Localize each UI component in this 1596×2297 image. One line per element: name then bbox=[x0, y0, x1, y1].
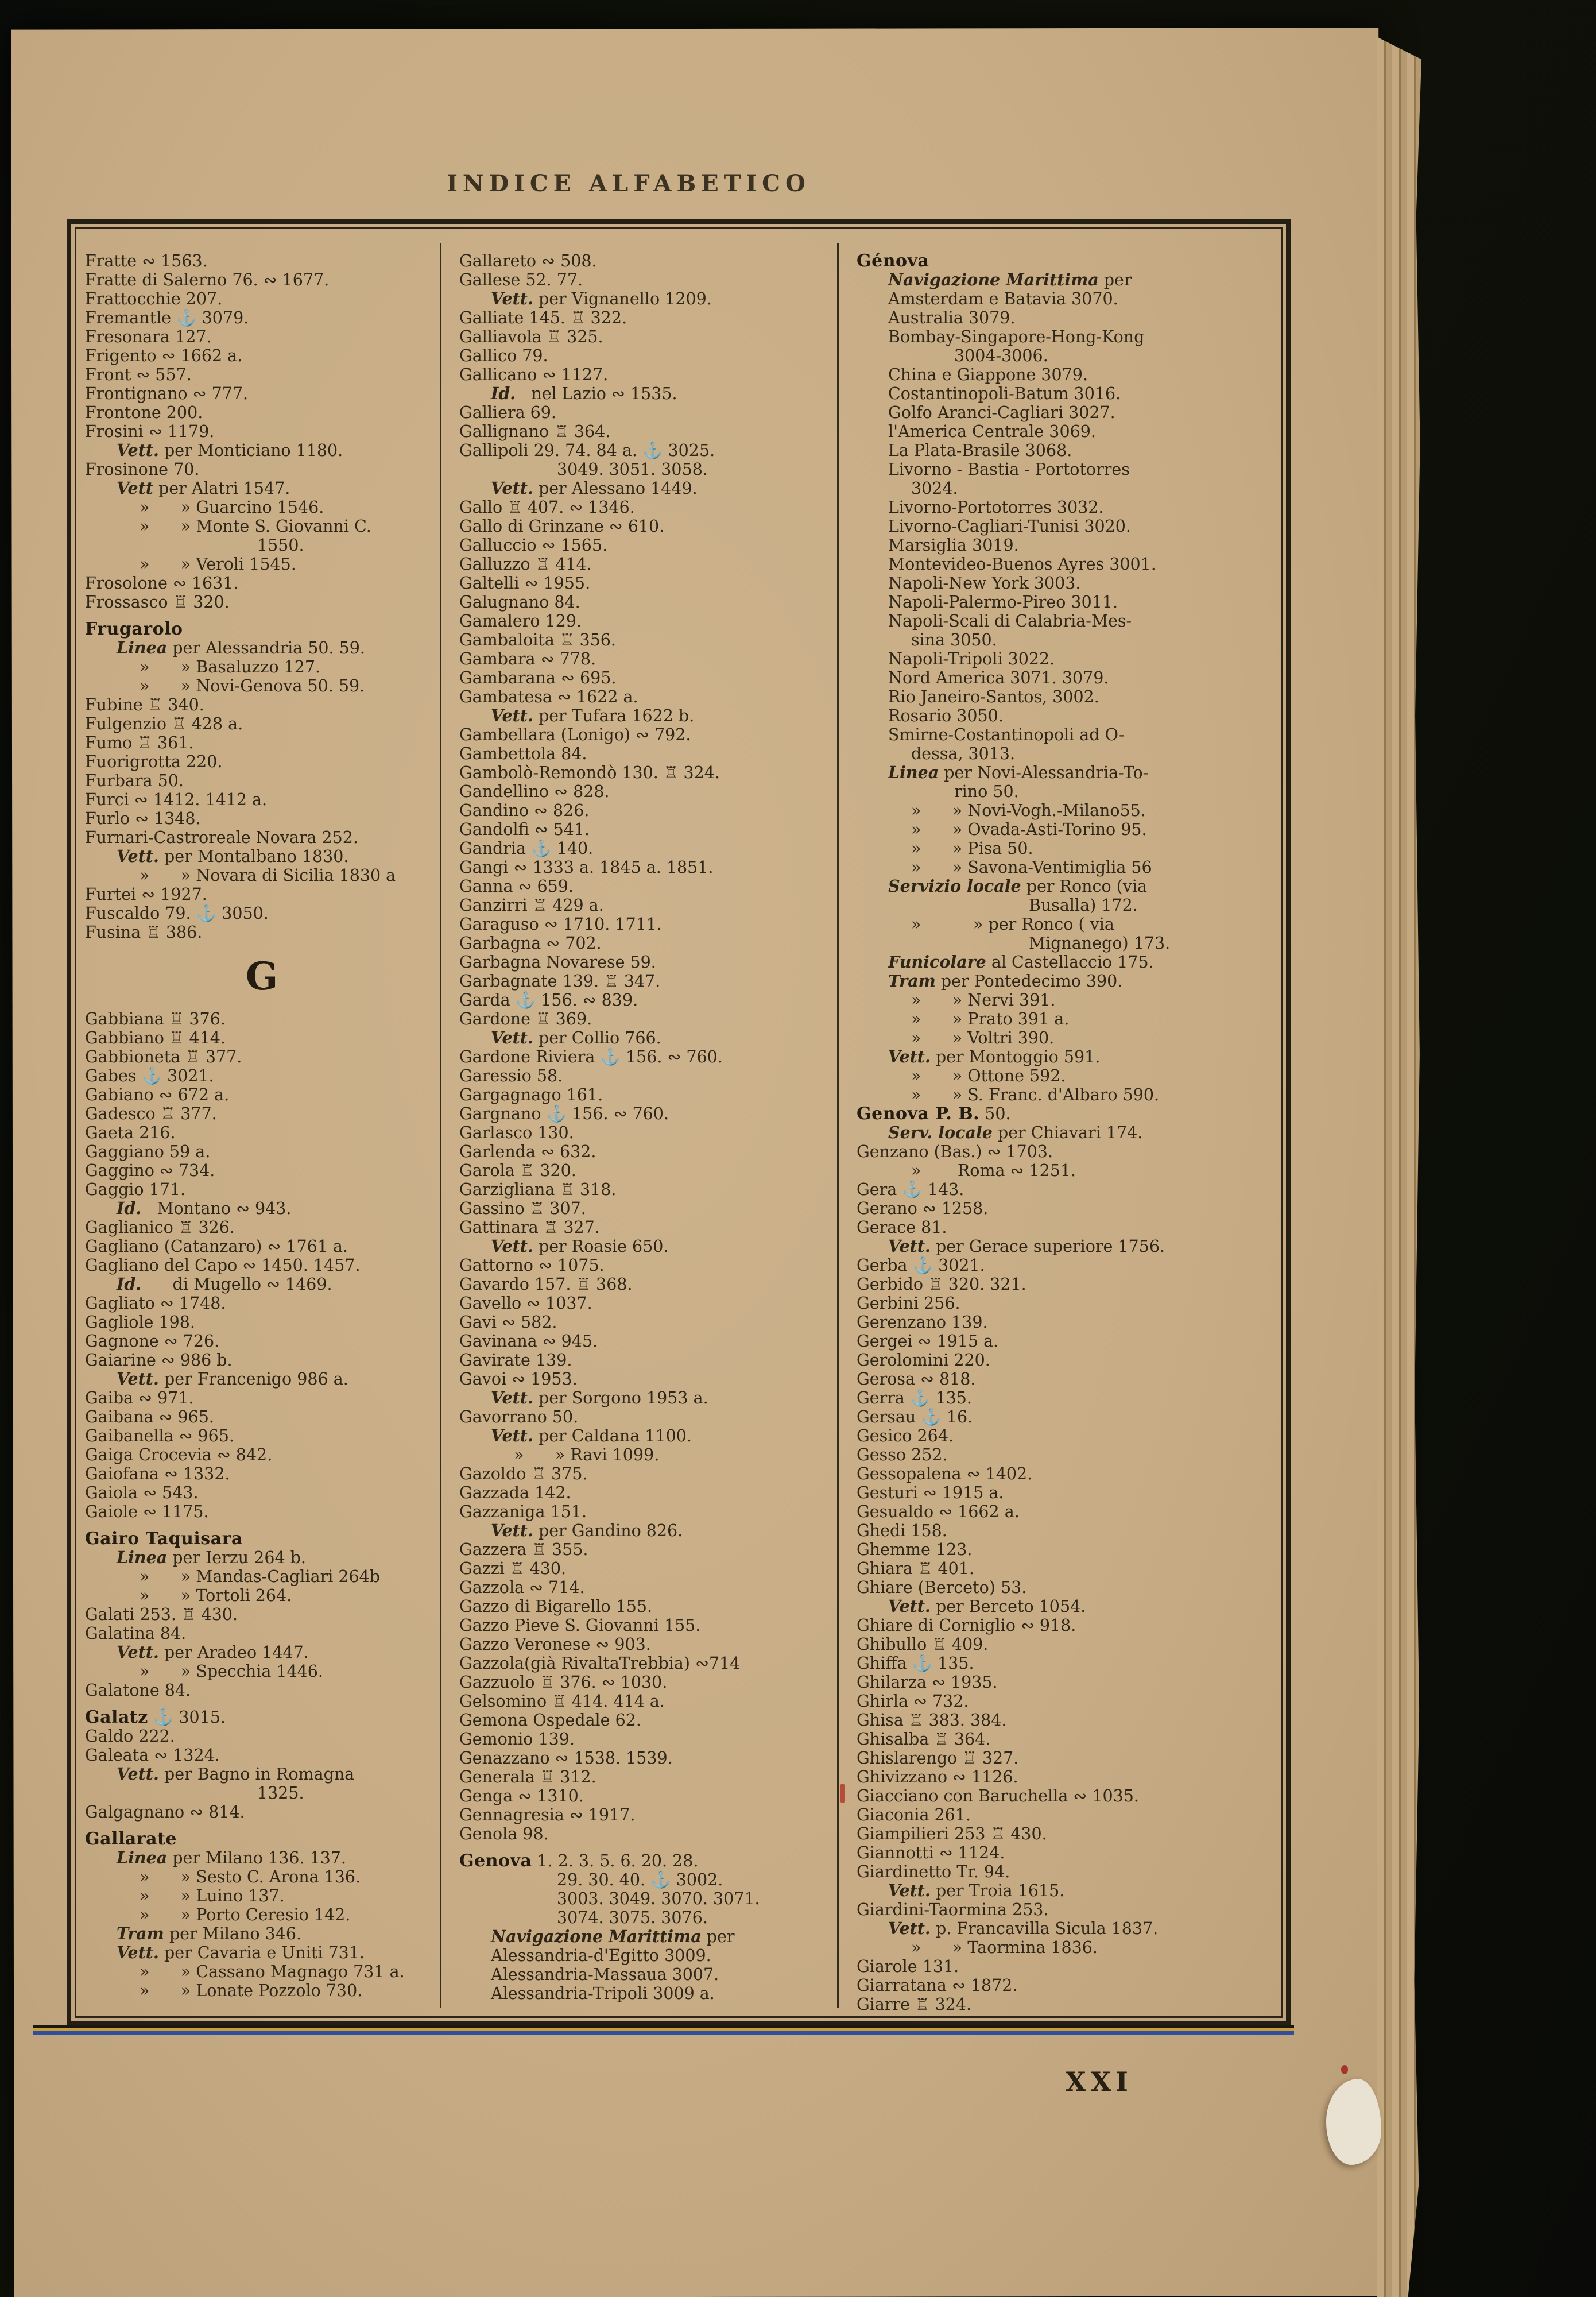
index-entry-line: Giarre ♖ 324. bbox=[857, 1995, 972, 2014]
index-entry-line: Gavoi ∾ 1953. bbox=[459, 1370, 578, 1389]
index-entry-line: » » Cassano Magnago 731 a. bbox=[140, 1962, 405, 1981]
index-entry-line: Furtei ∾ 1927. bbox=[85, 885, 207, 904]
index-entry-line: Fremantle ⚓ 3079. bbox=[85, 308, 249, 327]
index-entry-line: Furci ∾ 1412. 1412 a. bbox=[85, 790, 268, 809]
index-entry-line: Bombay-Singapore-Hong-Kong bbox=[888, 327, 1145, 346]
index-entry-line: Gaglianico ♖ 326. bbox=[85, 1218, 235, 1237]
page-number: XXI bbox=[1066, 2066, 1133, 2097]
book-fore-edge bbox=[1377, 37, 1421, 2297]
index-entry-line: Garzigliana ♖ 318. bbox=[459, 1180, 617, 1199]
index-entry-line: Gerenzano 139. bbox=[857, 1313, 988, 1332]
index-entry-line: Gessopalena ∾ 1402. bbox=[857, 1464, 1033, 1483]
index-entry-line: Gangi ∾ 1333 a. 1845 a. 1851. bbox=[459, 858, 714, 877]
index-entry-line: Napoli-Tripoli 3022. bbox=[888, 649, 1055, 668]
index-entry-line: Gazzo Pieve S. Giovanni 155. bbox=[459, 1616, 701, 1635]
index-entry-line: Gavardo 157. ♖ 368. bbox=[459, 1275, 633, 1294]
index-entry-line: Napoli-Palermo-Pireo 3011. bbox=[888, 593, 1118, 612]
index-entry-line: 3024. bbox=[911, 479, 958, 498]
index-column-1 bbox=[85, 252, 439, 2014]
index-entry-line: Vett. per Bagno in Romagna bbox=[117, 1764, 355, 1784]
index-entry-line: Servizio locale per Ronco (via bbox=[888, 876, 1148, 896]
index-entry-line: Frontone 200. bbox=[85, 403, 203, 422]
index-entry-line: » » Tortoli 264. bbox=[140, 1586, 292, 1605]
index-entry-line: Gandino ∾ 826. bbox=[459, 801, 590, 820]
torn-paper-patch bbox=[1326, 2079, 1381, 2165]
index-entry-line: Vett. per Roasie 650. bbox=[491, 1236, 669, 1256]
index-entry-line: Gerano ∾ 1258. bbox=[857, 1199, 989, 1218]
index-entry-line: Smirne-Costantinopoli ad O- bbox=[888, 725, 1125, 744]
entry-heading: Galatz ⚓ 3015. bbox=[85, 1707, 226, 1727]
index-entry-line: Gabbiano ♖ 414. bbox=[85, 1028, 226, 1047]
index-entry-line: Livorno-Portotorres 3032. bbox=[888, 498, 1104, 517]
index-entry-line: Furnari-Castroreale Novara 252. bbox=[85, 828, 358, 847]
index-entry-line: » » Monte S. Giovanni C. bbox=[140, 517, 371, 536]
index-entry-line: Vett. per Francenigo 986 a. bbox=[117, 1369, 348, 1389]
index-entry-line: Galati 253. ♖ 430. bbox=[85, 1605, 238, 1624]
index-entry-line: Linea per Ierzu 264 b. bbox=[117, 1548, 306, 1567]
index-entry-line: Frattocchie 207. bbox=[85, 289, 223, 308]
index-entry-line: Fratte ∾ 1563. bbox=[85, 252, 208, 270]
index-entry-line: Gabbiana ♖ 376. bbox=[85, 1010, 226, 1028]
index-entry-line: Gerolomini 220. bbox=[857, 1351, 990, 1370]
index-entry-line: » » Prato 391 a. bbox=[911, 1010, 1070, 1028]
index-entry-line: Gazzola ∾ 714. bbox=[459, 1578, 585, 1597]
index-entry-line: Gadesco ♖ 377. bbox=[85, 1104, 217, 1123]
index-entry-line: Ghibullo ♖ 409. bbox=[857, 1635, 989, 1654]
index-entry-line: Fulgenzio ♖ 428 a. bbox=[85, 714, 243, 733]
index-entry-line: Ghivizzano ∾ 1126. bbox=[857, 1768, 1018, 1786]
index-entry-line: Gaiarine ∾ 986 b. bbox=[85, 1351, 233, 1370]
index-entry-line: Gavi ∾ 582. bbox=[459, 1313, 557, 1332]
index-entry-line: Id. nel Lazio ∾ 1535. bbox=[491, 384, 677, 403]
index-entry-line: Linea per Alessandria 50. 59. bbox=[117, 638, 365, 658]
index-entry-line: Gemona Ospedale 62. bbox=[459, 1711, 641, 1730]
index-entry-line: Gaeta 216. bbox=[85, 1123, 176, 1142]
index-entry-line: Gallipoli 29. 74. 84 a. ⚓ 3025. bbox=[459, 441, 715, 460]
index-entry-line: Gandellino ∾ 828. bbox=[459, 782, 610, 801]
index-entry-line: 3003. 3049. 3070. 3071. bbox=[557, 1889, 760, 1908]
index-entry-line: Frigento ∾ 1662 a. bbox=[85, 346, 243, 365]
index-entry-line: Fuscaldo 79. ⚓ 3050. bbox=[85, 904, 269, 923]
index-entry-line: Garlasco 130. bbox=[459, 1123, 574, 1142]
index-entry-line: » » Ottone 592. bbox=[911, 1066, 1066, 1085]
index-entry-line: Gallese 52. 77. bbox=[459, 270, 583, 289]
index-entry-line: Gazzuolo ♖ 376. ∾ 1030. bbox=[459, 1673, 668, 1692]
index-entry-line: Gesualdo ∾ 1662 a. bbox=[857, 1502, 1020, 1521]
entry-heading: Gallarate bbox=[85, 1829, 177, 1849]
index-entry-line: » » Taormina 1836. bbox=[911, 1938, 1098, 1957]
index-entry-line: Gemonio 139. bbox=[459, 1730, 575, 1749]
index-entry-line: Id. Montano ∾ 943. bbox=[117, 1198, 292, 1218]
index-entry-line: Galliera 69. bbox=[459, 403, 556, 422]
index-entry-line: Gesico 264. bbox=[857, 1426, 954, 1445]
index-entry-line: Gaiga Crocevia ∾ 842. bbox=[85, 1445, 273, 1464]
index-entry-line: Alessandria-d'Egitto 3009. bbox=[491, 1946, 711, 1965]
index-entry-line: Gersau ⚓ 16. bbox=[857, 1407, 973, 1426]
index-entry-line: » » Voltri 390. bbox=[911, 1028, 1055, 1047]
index-entry-line: Giarole 131. bbox=[857, 1957, 959, 1976]
index-entry-line: Gargagnago 161. bbox=[459, 1085, 603, 1104]
index-entry-line: sina 3050. bbox=[911, 631, 997, 649]
index-entry-line: Alessandria-Massaua 3007. bbox=[491, 1965, 719, 1984]
index-entry-line: » » Veroli 1545. bbox=[140, 555, 296, 574]
index-entry-line: 1550. bbox=[257, 536, 304, 555]
index-entry-line: Ghirla ∾ 732. bbox=[857, 1692, 969, 1711]
index-entry-line: Vett. per Alessano 1449. bbox=[491, 478, 698, 498]
index-entry-line: Gargnano ⚓ 156. ∾ 760. bbox=[459, 1104, 669, 1123]
index-entry-line: Galgagnano ∾ 814. bbox=[85, 1803, 245, 1822]
index-entry-line: Galdo 222. bbox=[85, 1727, 175, 1746]
gilt-edge-lines bbox=[33, 2025, 1294, 2035]
index-entry-line: Tram per Pontedecimo 390. bbox=[888, 971, 1123, 991]
index-entry-line: Giacciano con Baruchella ∾ 1035. bbox=[857, 1786, 1139, 1805]
index-entry-line: Gattinara ♖ 327. bbox=[459, 1218, 600, 1237]
index-entry-line: Marsiglia 3019. bbox=[888, 536, 1019, 555]
index-entry-line: Gagliato ∾ 1748. bbox=[85, 1294, 226, 1313]
index-entry-line: Gazzo Veronese ∾ 903. bbox=[459, 1635, 651, 1654]
index-entry-line: Fratte di Salerno 76. ∾ 1677. bbox=[85, 270, 330, 289]
index-entry-line: Gagliano (Catanzaro) ∾ 1761 a. bbox=[85, 1237, 348, 1256]
index-entry-line: Galluccio ∾ 1565. bbox=[459, 536, 608, 555]
index-entry-line: Ghislarengo ♖ 327. bbox=[857, 1749, 1019, 1768]
index-entry-line: Fumo ♖ 361. bbox=[85, 733, 194, 752]
index-entry-line: Gazzola(già RivaltaTrebbia) ∾714 bbox=[459, 1654, 741, 1673]
index-entry-line: Gabes ⚓ 3021. bbox=[85, 1066, 214, 1085]
index-entry-line: Nord America 3071. 3079. bbox=[888, 668, 1109, 687]
index-entry-line: Genzano (Bas.) ∾ 1703. bbox=[857, 1142, 1053, 1161]
index-entry-line: Gavorrano 50. bbox=[459, 1407, 579, 1426]
index-entry-line: Gaiole ∾ 1175. bbox=[85, 1502, 209, 1521]
index-entry-line: China e Giappone 3079. bbox=[888, 365, 1088, 384]
index-entry-line: Gazzaniga 151. bbox=[459, 1502, 587, 1521]
index-entry-line: Gazoldo ♖ 375. bbox=[459, 1464, 588, 1483]
index-entry-line: Gerbido ♖ 320. 321. bbox=[857, 1275, 1026, 1294]
index-entry-line: Giarratana ∾ 1872. bbox=[857, 1976, 1018, 1995]
index-entry-line: Alessandria-Tripoli 3009 a. bbox=[491, 1984, 715, 2003]
index-entry-line: Linea per Novi-Alessandria-To- bbox=[888, 763, 1149, 782]
index-entry-line: Gerosa ∾ 818. bbox=[857, 1370, 976, 1389]
index-entry-line: Galeata ∾ 1324. bbox=[85, 1746, 220, 1765]
index-entry-line: » » per Ronco ( via bbox=[911, 915, 1114, 934]
index-entry-line: Giaconia 261. bbox=[857, 1805, 971, 1824]
index-entry-line: » » Ravi 1099. bbox=[514, 1445, 660, 1464]
index-entry-line: Gallicano ∾ 1127. bbox=[459, 365, 609, 384]
index-entry-line: Montevideo-Buenos Ayres 3001. bbox=[888, 555, 1156, 574]
page-title: INDICE ALFABETICO bbox=[447, 170, 811, 197]
index-entry-line: Frosini ∾ 1179. bbox=[85, 422, 215, 441]
index-entry-line: Gera ⚓ 143. bbox=[857, 1180, 964, 1199]
index-entry-line: Costantinopoli-Batum 3016. bbox=[888, 384, 1121, 403]
index-entry-line: » » Guarcino 1546. bbox=[140, 498, 324, 517]
index-entry-line: Gambarana ∾ 695. bbox=[459, 668, 617, 687]
index-entry-line: Gazzo di Bigarello 155. bbox=[459, 1597, 653, 1616]
index-entry-line: Genola 98. bbox=[459, 1824, 549, 1843]
index-entry-line: Livorno - Bastia - Portotorres bbox=[888, 460, 1130, 479]
index-entry-line: Ghisalba ♖ 364. bbox=[857, 1730, 991, 1749]
entry-heading: Génova bbox=[857, 252, 929, 271]
index-entry-line: Gallareto ∾ 508. bbox=[459, 252, 597, 270]
index-entry-line: Giannotti ∾ 1124. bbox=[857, 1843, 1005, 1862]
index-entry-line: Vett. per Monticiano 1180. bbox=[117, 440, 343, 460]
index-entry-line: Gambara ∾ 778. bbox=[459, 649, 596, 668]
index-entry-line: 3074. 3075. 3076. bbox=[557, 1908, 708, 1927]
index-entry-line: Gergei ∾ 1915 a. bbox=[857, 1332, 999, 1351]
index-entry-line: Generala ♖ 312. bbox=[459, 1768, 596, 1786]
index-entry-line: Gaggiano 59 a. bbox=[85, 1142, 211, 1161]
index-entry-line: Vett. per Berceto 1054. bbox=[888, 1596, 1086, 1616]
red-pen-mark bbox=[840, 1784, 845, 1803]
index-entry-line: Gaggio 171. bbox=[85, 1180, 186, 1199]
index-entry-line: » » Savona-Ventimiglia 56 bbox=[911, 858, 1152, 877]
index-entry-line: Gabbioneta ♖ 377. bbox=[85, 1047, 242, 1066]
index-entry-line: Gardone ♖ 369. bbox=[459, 1010, 592, 1028]
index-entry-line: Galluzzo ♖ 414. bbox=[459, 555, 592, 574]
index-entry-line: 3004-3006. bbox=[954, 346, 1048, 365]
index-entry-line: Frosinone 70. bbox=[85, 460, 200, 479]
index-entry-line: Genazzano ∾ 1538. 1539. bbox=[459, 1749, 673, 1768]
index-entry-line: Gambaloita ♖ 356. bbox=[459, 631, 616, 649]
index-entry-line: Vett. per Aradeo 1447. bbox=[117, 1642, 309, 1662]
index-entry-line: dessa, 3013. bbox=[911, 744, 1016, 763]
entry-heading: Genova 1. 2. 3. 5. 6. 20. 28. bbox=[459, 1851, 699, 1871]
index-entry-line: Gambellara (Lonigo) ∾ 792. bbox=[459, 725, 691, 744]
entry-heading: Frugarolo bbox=[85, 619, 183, 639]
index-entry-line: Ghiare di Corniglio ∾ 918. bbox=[857, 1616, 1076, 1635]
index-entry-line: » » Novara di Sicilia 1830 a bbox=[140, 866, 396, 885]
index-entry-line: Gandria ⚓ 140. bbox=[459, 839, 594, 858]
index-entry-line: Ghisa ♖ 383. 384. bbox=[857, 1711, 1007, 1730]
index-entry-line: Furlo ∾ 1348. bbox=[85, 809, 201, 828]
index-column-2 bbox=[459, 252, 834, 2014]
index-entry-line: Vett. per Troia 1615. bbox=[888, 1881, 1065, 1900]
index-entry-line: Gavirate 139. bbox=[459, 1351, 572, 1370]
index-entry-line: » » Mandas-Cagliari 264b bbox=[140, 1567, 381, 1586]
index-entry-line: » » Pisa 50. bbox=[911, 839, 1033, 858]
index-entry-line: Vett. per Tufara 1622 b. bbox=[491, 706, 695, 725]
index-entry-line: Gambolò-Remondò 130. ♖ 324. bbox=[459, 763, 720, 782]
index-entry-line: Giampilieri 253 ♖ 430. bbox=[857, 1824, 1047, 1843]
index-entry-line: Gassino ♖ 307. bbox=[459, 1199, 586, 1218]
index-entry-line: Gallignano ♖ 364. bbox=[459, 422, 611, 441]
column-divider-rule bbox=[837, 243, 839, 2008]
index-entry-line: Giardinetto Tr. 94. bbox=[857, 1862, 1010, 1881]
index-entry-line: Gerba ⚓ 3021. bbox=[857, 1256, 985, 1275]
index-entry-line: » » Novi-Vogh.-Milano55. bbox=[911, 801, 1146, 820]
index-entry-line: Galugnano 84. bbox=[459, 593, 580, 612]
index-entry-line: Gaibana ∾ 965. bbox=[85, 1407, 214, 1426]
index-entry-line: Fuorigrotta 220. bbox=[85, 752, 223, 771]
index-entry-line: Gelsomino ♖ 414. 414 a. bbox=[459, 1692, 665, 1711]
index-entry-line: Frossasco ♖ 320. bbox=[85, 593, 230, 612]
index-entry-line: Vett. per Cavaria e Uniti 731. bbox=[117, 1943, 365, 1962]
index-entry-line: Garbagna ∾ 702. bbox=[459, 934, 602, 953]
index-entry-line: Vett. per Vignanello 1209. bbox=[491, 289, 712, 308]
index-entry-line: Gaggino ∾ 734. bbox=[85, 1161, 215, 1180]
index-entry-line: Gallo ♖ 407. ∾ 1346. bbox=[459, 498, 635, 517]
index-entry-line: Garbagnate 139. ♖ 347. bbox=[459, 972, 661, 991]
index-entry-line: Vett. per Caldana 1100. bbox=[491, 1426, 692, 1445]
index-column-3 bbox=[857, 252, 1271, 2014]
index-entry-line: Gavello ∾ 1037. bbox=[459, 1294, 592, 1313]
index-entry-line: Galliate 145. ♖ 322. bbox=[459, 308, 627, 327]
index-entry-line: Gagnone ∾ 726. bbox=[85, 1332, 220, 1351]
index-entry-line: Gallico 79. bbox=[459, 346, 548, 365]
index-entry-line: Gambettola 84. bbox=[459, 744, 587, 763]
index-entry-line: Ghiffa ⚓ 135. bbox=[857, 1654, 974, 1673]
index-entry-line: Gaiofana ∾ 1332. bbox=[85, 1464, 230, 1483]
index-entry-line: Gerra ⚓ 135. bbox=[857, 1389, 972, 1407]
index-entry-line: Ghiare (Berceto) 53. bbox=[857, 1578, 1027, 1597]
index-entry-line: Garola ♖ 320. bbox=[459, 1161, 576, 1180]
index-entry-line: Tram per Milano 346. bbox=[117, 1924, 302, 1943]
index-entry-line: Napoli-Scali di Calabria-Mes- bbox=[888, 612, 1132, 631]
index-entry-line: » » Specchia 1446. bbox=[140, 1662, 323, 1681]
index-entry-line: l'America Centrale 3069. bbox=[888, 422, 1096, 441]
index-entry-line: Frontignano ∾ 777. bbox=[85, 384, 249, 403]
index-entry-line: Fusina ♖ 386. bbox=[85, 923, 203, 942]
index-entry-line: Gerbini 256. bbox=[857, 1294, 960, 1313]
index-entry-line: Fubine ♖ 340. bbox=[85, 695, 204, 714]
entry-heading: Gairo Taquisara bbox=[85, 1529, 243, 1549]
index-entry-line: Galliavola ♖ 325. bbox=[459, 327, 603, 346]
index-entry-line: Ghemme 123. bbox=[857, 1540, 973, 1559]
index-entry-line: Gazzada 142. bbox=[459, 1483, 571, 1502]
index-entry-line: Id. di Mugello ∾ 1469. bbox=[117, 1274, 332, 1294]
index-entry-line: Frosolone ∾ 1631. bbox=[85, 574, 239, 593]
index-entry-line: » » S. Franc. d'Albaro 590. bbox=[911, 1085, 1160, 1104]
index-entry-line: Vett per Alatri 1547. bbox=[117, 478, 290, 498]
index-entry-line: Gamalero 129. bbox=[459, 612, 582, 631]
index-entry-line: 1325. bbox=[257, 1784, 304, 1803]
index-entry-line: Rosario 3050. bbox=[888, 706, 1004, 725]
index-entry-line: » » Sesto C. Arona 136. bbox=[140, 1867, 361, 1886]
index-entry-line: Gagliano del Capo ∾ 1450. 1457. bbox=[85, 1256, 361, 1275]
index-entry-line: Vett. per Montoggio 591. bbox=[888, 1047, 1101, 1066]
index-entry-line: Gesturi ∾ 1915 a. bbox=[857, 1483, 1004, 1502]
index-entry-line: Gardone Riviera ⚓ 156. ∾ 760. bbox=[459, 1047, 723, 1066]
index-entry-line: Galatina 84. bbox=[85, 1624, 187, 1643]
index-entry-line: » » Porto Ceresio 142. bbox=[140, 1905, 351, 1924]
index-entry-line: Linea per Milano 136. 137. bbox=[117, 1848, 346, 1867]
entry-heading: Genova P. B. 50. bbox=[857, 1104, 1011, 1124]
index-entry-line: » » Basaluzzo 127. bbox=[140, 658, 321, 676]
index-entry-line: Garessio 58. bbox=[459, 1066, 563, 1085]
index-entry-line: Ganzirri ♖ 429 a. bbox=[459, 896, 604, 915]
index-entry-line: » » Nervi 391. bbox=[911, 991, 1056, 1010]
index-entry-line: Gaiba ∾ 971. bbox=[85, 1389, 194, 1407]
index-entry-line: Australia 3079. bbox=[888, 308, 1016, 327]
index-entry-line: rino 50. bbox=[954, 782, 1019, 801]
index-entry-line: Ghilarza ∾ 1935. bbox=[857, 1673, 998, 1692]
index-entry-line: Livorno-Cagliari-Tunisi 3020. bbox=[888, 517, 1131, 536]
index-entry-line: Vett. per Sorgono 1953 a. bbox=[491, 1388, 708, 1407]
index-entry-line: » Roma ∾ 1251. bbox=[911, 1161, 1076, 1180]
index-entry-line: Mignanego) 173. bbox=[1029, 934, 1171, 953]
index-entry-line: » » Lonate Pozzolo 730. bbox=[140, 1981, 363, 2000]
index-entry-line: 3049. 3051. 3058. bbox=[557, 460, 708, 479]
letter-heading: G bbox=[245, 954, 278, 999]
index-entry-line: Vett. per Collio 766. bbox=[491, 1028, 661, 1047]
index-entry-line: Navigazione Marittima per bbox=[491, 1927, 735, 1946]
index-entry-line: Gallo di Grinzane ∾ 610. bbox=[459, 517, 665, 536]
index-entry-line: Garaguso ∾ 1710. 1711. bbox=[459, 915, 662, 934]
index-entry-line: Garbagna Novarese 59. bbox=[459, 953, 656, 972]
index-entry-line: Genga ∾ 1310. bbox=[459, 1786, 584, 1805]
index-entry-line: Rio Janeiro-Santos, 3002. bbox=[888, 687, 1099, 706]
index-entry-line: Gavinana ∾ 945. bbox=[459, 1332, 598, 1351]
index-entry-line: Gagliole 198. bbox=[85, 1313, 195, 1332]
index-entry-line: » » Ovada-Asti-Torino 95. bbox=[911, 820, 1147, 839]
index-entry-line: La Plata-Brasile 3068. bbox=[888, 441, 1072, 460]
index-entry-line: Ghedi 158. bbox=[857, 1521, 947, 1540]
index-entry-line: Gazzera ♖ 355. bbox=[459, 1540, 588, 1559]
index-entry-line: 29. 30. 40. ⚓ 3002. bbox=[557, 1870, 723, 1889]
index-entry-line: Gesso 252. bbox=[857, 1445, 948, 1464]
index-entry-line: Gennagresia ∾ 1917. bbox=[459, 1805, 636, 1824]
index-entry-line: Ganna ∾ 659. bbox=[459, 877, 574, 896]
index-entry-line: Busalla) 172. bbox=[1029, 896, 1138, 915]
index-entry-line: Fresonara 127. bbox=[85, 327, 212, 346]
index-entry-line: Vett. p. Francavilla Sicula 1837. bbox=[888, 1919, 1159, 1938]
index-entry-line: Vett. per Montalbano 1830. bbox=[117, 846, 349, 866]
index-entry-line: Front ∾ 557. bbox=[85, 365, 192, 384]
index-entry-line: Garlenda ∾ 632. bbox=[459, 1142, 596, 1161]
index-entry-line: Navigazione Marittima per bbox=[888, 270, 1132, 289]
index-entry-line: Amsterdam e Batavia 3070. bbox=[888, 289, 1118, 308]
index-entry-line: Gandolfi ∾ 541. bbox=[459, 820, 590, 839]
index-entry-line: Funicolare al Castellaccio 175. bbox=[888, 952, 1154, 972]
index-entry-line: Giardini-Taormina 253. bbox=[857, 1900, 1049, 1919]
index-entry-line: Ghiara ♖ 401. bbox=[857, 1559, 974, 1578]
index-entry-line: Gerace 81. bbox=[857, 1218, 947, 1237]
index-entry-line: Galtelli ∾ 1955. bbox=[459, 574, 591, 593]
index-entry-line: Garda ⚓ 156. ∾ 839. bbox=[459, 991, 638, 1010]
index-entry-line: Gaiola ∾ 543. bbox=[85, 1483, 199, 1502]
column-divider-rule bbox=[440, 243, 441, 2008]
index-entry-line: Gattorno ∾ 1075. bbox=[459, 1256, 605, 1275]
index-entry-line: Galatone 84. bbox=[85, 1681, 191, 1700]
red-ink-speck bbox=[1341, 2065, 1348, 2074]
index-entry-line: Vett. per Gandino 826. bbox=[491, 1521, 683, 1540]
index-entry-line: Gambatesa ∾ 1622 a. bbox=[459, 687, 638, 706]
index-entry-line: Furbara 50. bbox=[85, 771, 184, 790]
index-entry-line: Vett. per Gerace superiore 1756. bbox=[888, 1236, 1165, 1256]
index-entry-line: Gaibanella ∾ 965. bbox=[85, 1426, 235, 1445]
index-entry-line: Gabiano ∾ 672 a. bbox=[85, 1085, 230, 1104]
index-entry-line: Gazzi ♖ 430. bbox=[459, 1559, 567, 1578]
index-entry-line: » » Luino 137. bbox=[140, 1886, 285, 1905]
index-entry-line: Serv. locale per Chiavari 174. bbox=[888, 1123, 1143, 1142]
index-entry-line: » » Novi-Genova 50. 59. bbox=[140, 676, 365, 695]
index-entry-line: Napoli-New York 3003. bbox=[888, 574, 1081, 593]
index-entry-line: Golfo Aranci-Cagliari 3027. bbox=[888, 403, 1115, 422]
